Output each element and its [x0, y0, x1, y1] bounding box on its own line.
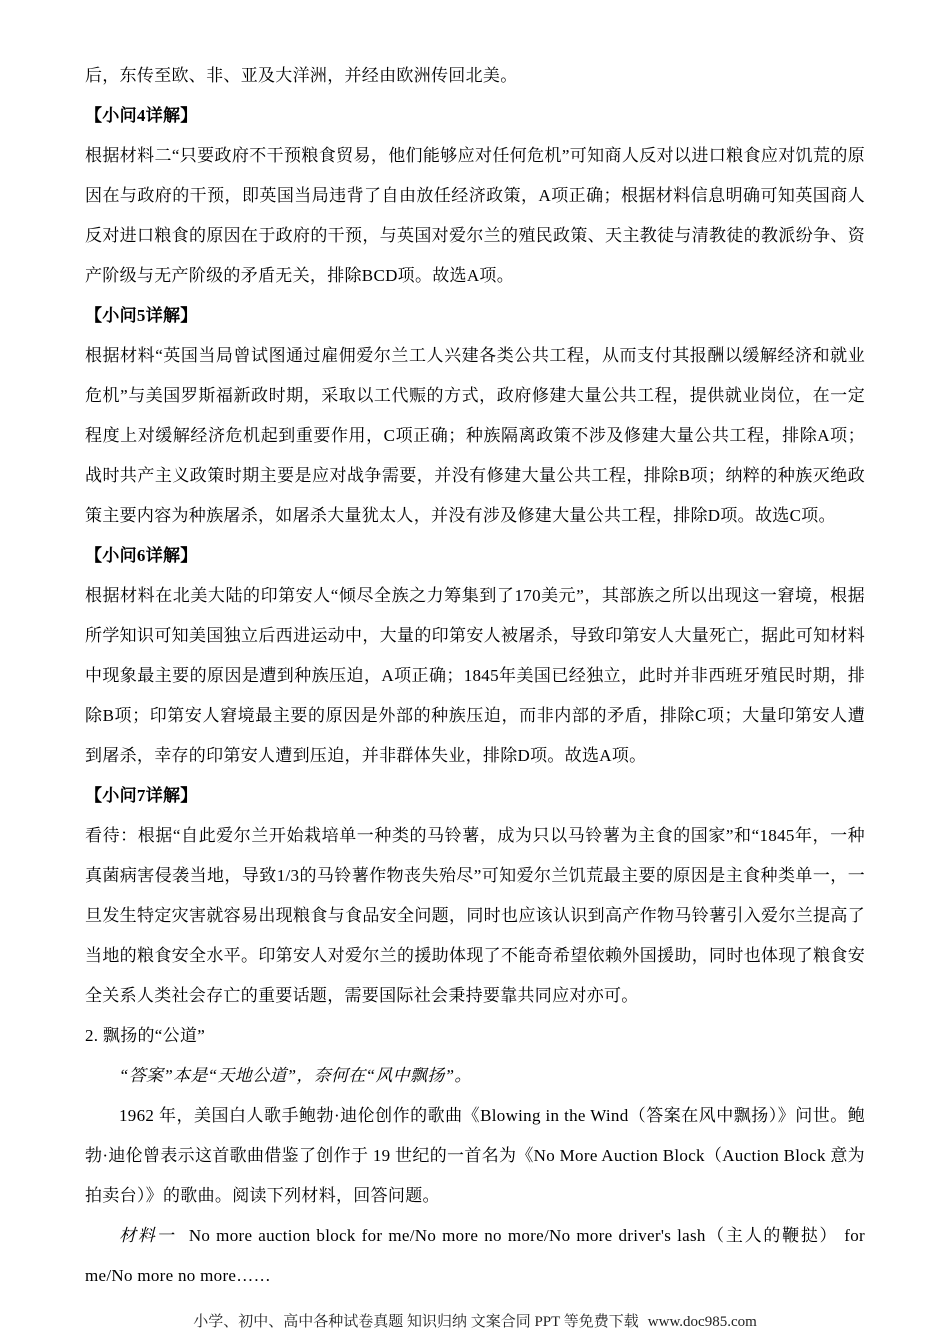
detail-header-q5: 【小问5详解】 [85, 306, 198, 325]
question-2-title: 2. 飘扬的“公道” [85, 1026, 206, 1045]
detail-body-q5: 根据材料“英国当局曾试图通过雇佣爱尔兰工人兴建各类公共工程，从而支付其报酬以缓解经济和就业危机”与美国罗斯福新政时期，采取以工代赈的方式，政府修建大量公共工程，提供就业岗位，在一定程度上对缓解经济危机起到重要作用，C项正确；种族隔离政策不涉及修建大量公共工程，排除A项；战时共产主义政策时期主要是应对战争需要，并没有修建大量公共工程，排除B项；纳粹的种族灭绝政策主要内容为种族屠杀，如屠杀大量犹太人，并没有涉及修建大量公共工程，排除D项。故选C项。 [85, 346, 865, 525]
detail-body-q4: 根据材料二“只要政府不干预粮食贸易，他们能够应对任何危机”可知商人反对以进口粮食应对饥荒的原因在与政府的干预，即英国当局违背了自由放任经济政策，A项正确；根据材料信息明确可知英国商人反对进口粮食的原因在于政府的干预，与英国对爱尔兰的殖民政策、天主教徒与清教徒的教派纷争、资产阶级与无产阶级的矛盾无关，排除BCD项。故选A项。 [85, 146, 865, 285]
question-2-epigraph: “答案”本是“天地公道”，奈何在“风中飘扬”。 [119, 1066, 472, 1085]
continuation-line: 后，东传至欧、非、亚及大洋洲，并经由欧洲传回北美。 [85, 66, 518, 85]
detail-body-q6: 根据材料在北美大陆的印第安人“倾尽全族之力筹集到了170美元”，其部族之所以出现这一窘境，根据所学知识可知美国独立后西进运动中，大量的印第安人被屠杀，导致印第安人大量死亡，据此可知材料中现象最主要的原因是遭到种族压迫，A项正确；1845年美国已经独立，此时并非西班牙殖民时期，排除B项；印第安人窘境最主要的原因是外部的种族压迫，而非内部的矛盾，排除C项；大量印第安人遭到屠杀，幸存的印第安人遭到压迫，并非群体失业，排除D项。故选A项。 [85, 586, 865, 765]
document-body [85, 56, 865, 1296]
footer-promo-text: 小学、初中、高中各种试卷真题 知识归纳 文案合同 PPT 等免费下载 [193, 1314, 639, 1330]
detail-header-q7: 【小问7详解】 [85, 786, 198, 805]
page-footer [0, 1312, 950, 1332]
question-2-intro: 1962 年，美国白人歌手鲍勃·迪伦创作的歌曲《Blowing in the Wind（答案在风中飘扬）》问世。鲍勃·迪伦曾表示这首歌曲借鉴了创作于 19 世纪的一首名为《No More Auction Block（Auction Block 意为拍卖台）》的歌曲。阅读下列材料，回答问题。 [85, 1106, 865, 1205]
detail-header-q4: 【小问4详解】 [85, 106, 198, 125]
material-one-label: 材料一 [119, 1226, 176, 1245]
material-one-paragraph [85, 1216, 865, 1296]
material-one-text: No more auction block for me/No more no more/No more driver's lash（主人的鞭挞） for me/No more no more…… [85, 1226, 866, 1285]
footer-site-link[interactable]: www.doc985.com [647, 1314, 757, 1330]
detail-body-q7: 看待：根据“自此爱尔兰开始栽培单一种类的马铃薯，成为只以马铃薯为主食的国家”和“1845年，一种真菌病害侵袭当地，导致1/3的马铃薯作物丧失殆尽”可知爱尔兰饥荒最主要的原因是主食种类单一，一旦发生特定灾害就容易出现粮食与食品安全问题，同时也应该认识到高产作物马铃薯引入爱尔兰提高了当地的粮食安全水平。印第安人对爱尔兰的援助体现了不能奇希望依赖外国援助，同时也体现了粮食安全关系人类社会存亡的重要话题，需要国际社会秉持要靠共同应对亦可。 [85, 826, 865, 1005]
detail-header-q6: 【小问6详解】 [85, 546, 198, 565]
